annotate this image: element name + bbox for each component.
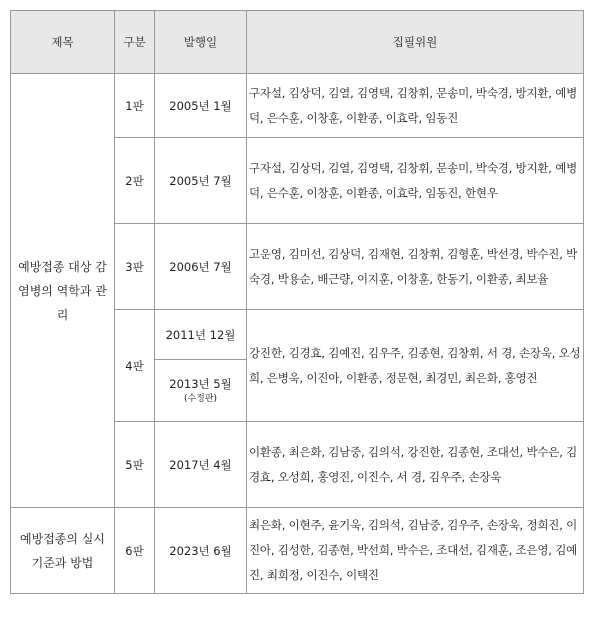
- date-text: 2013년 5월: [169, 376, 232, 391]
- header-writers: 집필위원: [247, 11, 584, 74]
- edition-cell: 4판: [115, 310, 155, 422]
- writers-cell: 고운영, 김미선, 김상덕, 김재현, 김창휘, 김형훈, 박선경, 박수진, 박숙경, 박용순, 배근량, 이지훈, 이창훈, 한동기, 이환종, 최보율: [247, 224, 584, 310]
- edition-cell: 3판: [115, 224, 155, 310]
- edition-cell: 5판: [115, 422, 155, 508]
- header-category: 구분: [115, 11, 155, 74]
- date-cell: 2005년 1월: [155, 74, 247, 138]
- edition-cell: 2판: [115, 138, 155, 224]
- table-header-row: [11, 11, 584, 74]
- revision-note: (수정판): [183, 393, 218, 404]
- group-title: 예방접종 대상 감염병의 역학과 관리: [11, 74, 115, 508]
- table-row: [11, 74, 584, 138]
- edition-cell: 6판: [115, 508, 155, 594]
- date-cell: 2005년 7월: [155, 138, 247, 224]
- writers-cell: 구자설, 김상덕, 김열, 김영택, 김창휘, 문송미, 박숙경, 방지환, 예병덕, 은수훈, 이창훈, 이환종, 이효락, 임동진, 한현우: [247, 138, 584, 224]
- writers-cell: 강진한, 김경효, 김예진, 김우주, 김종현, 김창휘, 서 경, 손장욱, 오성희, 은병욱, 이진아, 이환종, 정문현, 최경민, 최은화, 홍영진: [247, 310, 584, 422]
- writers-cell: 이환종, 최은화, 김남중, 김의석, 강진한, 김종현, 조대선, 박수은, 김경효, 오성희, 홍영진, 이진수, 서 경, 김우주, 손장욱: [247, 422, 584, 508]
- header-title: 제목: [11, 11, 115, 74]
- writers-cell: 최은화, 이현주, 윤기욱, 김의석, 김남중, 김우주, 손장욱, 정희진, 이진아, 김성한, 김종현, 박선희, 박수은, 조대선, 김재훈, 조은영, 김예진, 최희정, 이진수, 이택진: [247, 508, 584, 594]
- group-title: 예방접종의 실시 기준과 방법: [11, 508, 115, 594]
- publication-history-table: [10, 10, 584, 594]
- header-date: 발행일: [155, 11, 247, 74]
- edition-cell: 1판: [115, 74, 155, 138]
- date-cell-revised: [155, 360, 247, 422]
- table-row: [11, 508, 584, 594]
- date-cell: 2006년 7월: [155, 224, 247, 310]
- date-cell: 2017년 4월: [155, 422, 247, 508]
- writers-cell: 구자설, 김상덕, 김열, 김영택, 김창휘, 문송미, 박숙경, 방지환, 예병덕, 은수훈, 이창훈, 이환종, 이효락, 임동진: [247, 74, 584, 138]
- date-cell: 2023년 6월: [155, 508, 247, 594]
- date-cell: 2011년 12월: [155, 310, 247, 360]
